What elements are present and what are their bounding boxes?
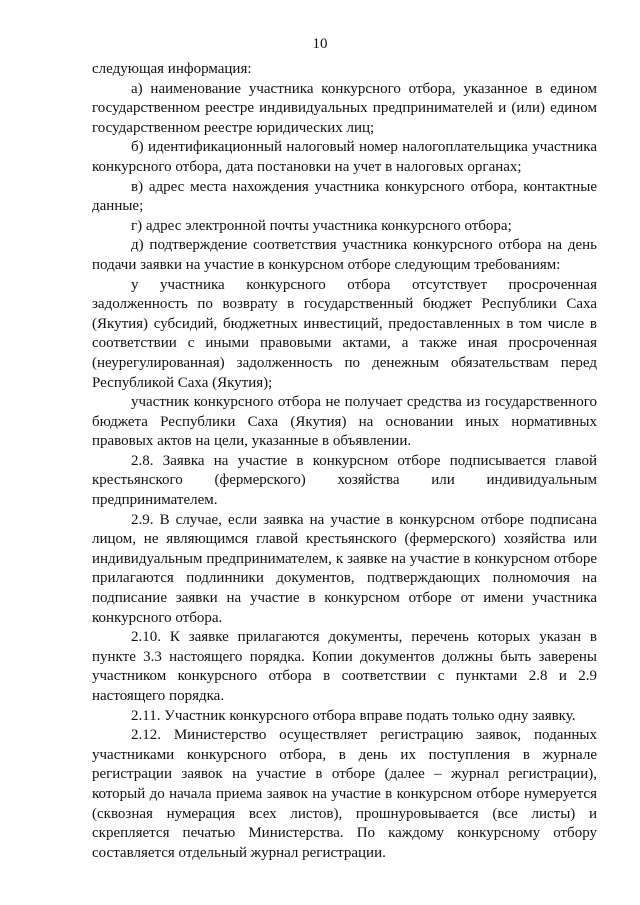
paragraph-item-b: б) идентификационный налоговый номер налогоплательщика участника конкурсного отбора, дата постановки на учет в налоговых органах; [92, 139, 597, 175]
paragraph-requirement-2: участник конкурсного отбора не получает средства из государственного бюджета Республики Саха (Якутия) на основании иных нормативных правовых актов на цели, указанные в объявлении. [92, 394, 597, 450]
paragraph-item-v: в) адрес места нахождения участника конкурсного отбора, контактные данные; [92, 178, 597, 215]
page-number: 10 [312, 36, 328, 52]
paragraph-requirement-1: у участника конкурсного отбора отсутствует просроченная задолженность по возврату в государственный бюджет Республики Саха (Якутия) субсидий, бюджетных инвестиций, предоставленных в том числе в соответствии с иными правовыми актами, а также иная просроченная (неурегулированная) задолженность по денежным обязательствам перед Республикой Саха (Якутия); [92, 276, 597, 391]
paragraph-intro: следующая информация: [92, 61, 252, 77]
document-body [92, 60, 597, 863]
paragraph-2-11: 2.11. Участник конкурсного отбора вправе подать только одну заявку. [131, 707, 576, 724]
paragraph-item-a: а) наименование участника конкурсного отбора, указанное в едином государственном реестре индивидуальных предпринимателей и (или) едином государственном реестре юридических лиц; [92, 80, 597, 136]
paragraph-2-12: 2.12. Министерство осуществляет регистрацию заявок, поданных участниками конкурсного отбора, в день их поступления в журнале регистрации заявок на участие в отборе (далее – журнал регистрации), который до начала приема заявок на участие в конкурсном отборе нумеруется (сквозная нумерация всех листов), прошнуровывается (все листы) и скрепляется печатью Министерства. По каждому конкурсному отбору составляется отдельный журнал регистрации. [92, 727, 597, 861]
paragraph-item-d: д) подтверждение соответствия участника конкурсного отбора на день подачи заявки на участие в конкурсном отборе следующим требованиям: [92, 237, 597, 273]
paragraph-2-9: 2.9. В случае, если заявка на участие в конкурсном отборе подписана лицом, не являющимся главой крестьянского (фермерского) хозяйства или индивидуальным предпринимателем, к заявке на участие в конкурсном отборе прилагаются подлинники документов, подтверждающих полномочия на подписание заявки на участие в конкурсном отборе от имени участника конкурсного отбора. [92, 511, 597, 626]
paragraph-2-10: 2.10. К заявке прилагаются документы, перечень которых указан в пункте 3.3 настоящего порядка. Копии документов должны быть заверены участником конкурсного отбора в соответствии с пунктами 2.8 и 2.9 настоящего порядка. [92, 629, 597, 704]
paragraph-2-8: 2.8. Заявка на участие в конкурсном отборе подписывается главой крестьянского (фермерского) хозяйства или индивидуальным предпринимателем. [92, 452, 597, 509]
paragraph-item-g: г) адрес электронной почты участника конкурсного отбора; [131, 217, 512, 234]
